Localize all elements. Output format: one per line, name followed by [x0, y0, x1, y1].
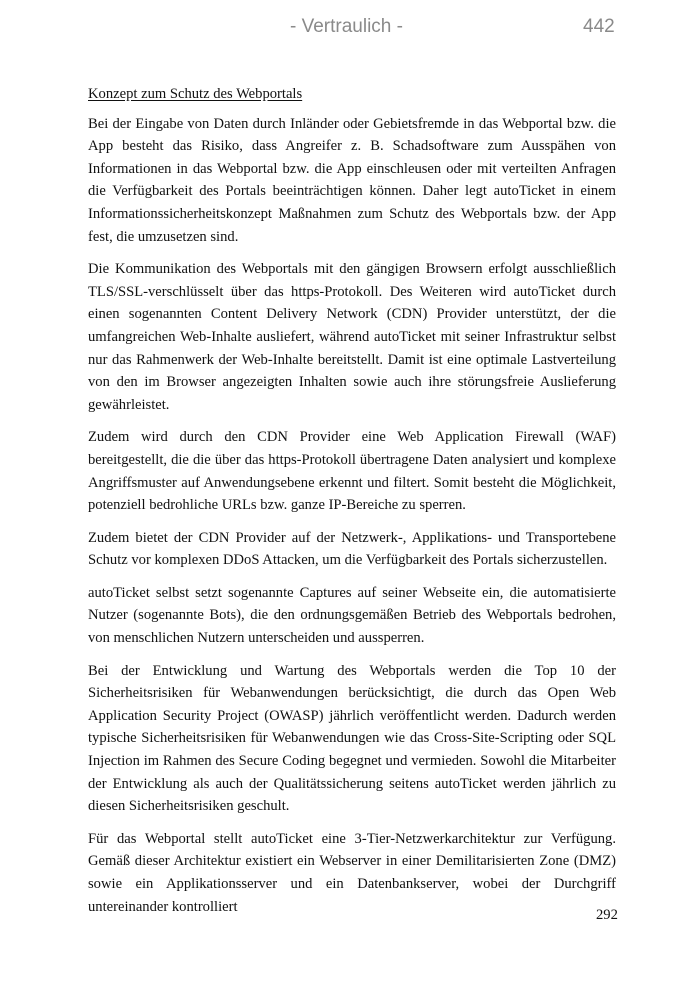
header-page-number: 442 [583, 16, 615, 37]
footer-page-number: 292 [596, 907, 618, 923]
document-body [88, 83, 616, 928]
paragraph-architecture: Für das Webportal stellt autoTicket eine 3-Tier-Netzwerkarchitektur zur Verfügung. Gemäß dieser Architektur existiert ein Webserver in einer Demilitarisierten Zone (DMZ) sowie ein Applikationsserver und ein Datenbankserver, wobei der Durchgriff untereinander kontrolliert [88, 830, 616, 915]
paragraph-ddos: Zudem bietet der CDN Provider auf der Netzwerk-, Applikations- und Transportebene Schutz vor komplexen DDoS Attacken, um die Verfügbarkeit des Portals sicherzustellen. [88, 529, 616, 569]
paragraph-captures: autoTicket selbst setzt sogenannte Captures auf seiner Webseite ein, die automatisierte Nutzer (sogenannte Bots), die den ordnungsgemäßen Betrieb des Webportals bedrohen, von menschlichen Nutzern unterscheiden und aussperren. [88, 584, 616, 647]
paragraph-owasp: Bei der Entwicklung und Wartung des Webportals werden die Top 10 der Sicherheitsrisiken für Webanwendungen berücksichtigt, die durch das Open Web Application Security Project (OWASP) jährlich veröffentlicht werden. Dadurch werden typische Sicherheitsrisiken für Webanwendungen wie das Cross-Site-Scripting oder SQL Injection im Rahmen des Secure Coding begegnet und vermieden. Sowohl die Mitarbeiter der Entwicklung als auch der Qualitätssicherung seitens autoTicket werden jährlich zu diesen Sicherheitsrisiken geschult. [88, 662, 616, 815]
paragraph-tls-cdn: Die Kommunikation des Webportals mit den gängigen Browsern erfolgt ausschließlich TLS/SSL-verschlüsselt über das https-Protokoll. Des Weiteren wird autoTicket durch einen sogenannten Content Delivery Network (CDN) Provider unterstützt, der die umfangreichen Web-Inhalte ausliefert, während autoTicket mit seiner Infrastruktur selbst nur das Rahmenwerk der Web-Inhalte bereitstellt. Damit ist eine optimale Lastverteilung von den im Browser angezeigten Inhalten sowie auch ihre störungsfreie Auslieferung gewährleistet. [88, 261, 616, 413]
paragraph-intro: Bei der Eingabe von Daten durch Inländer oder Gebietsfremde in das Webportal bzw. die App besteht das Risiko, dass Angreifer z. B. Schadsoftware zum Ausspähen von Informationen in das Webportal bzw. die App einschleusen oder mit verteilten Anfragen die Verfügbarkeit des Portals beeinträchtigen können. Daher legt autoTicket in einem Informationssicherheitskonzept Maßnahmen zum Schutz des Webportals bzw. der App fest, die umzusetzen sind. [88, 115, 616, 245]
section-heading: Konzept zum Schutz des Webportals [88, 86, 303, 102]
paragraph-waf: Zudem wird durch den CDN Provider eine Web Application Firewall (WAF) bereitgestellt, die die über das https-Protokoll übertragene Daten analysiert und komplexe Angriffsmuster auf Anwendungsebene erkennt und filtert. Somit besteht die Möglichkeit, potenziell bedrohliche URLs bzw. ganze IP-Bereiche zu sperren. [88, 429, 616, 514]
confidential-header: - Vertraulich - [290, 16, 403, 37]
